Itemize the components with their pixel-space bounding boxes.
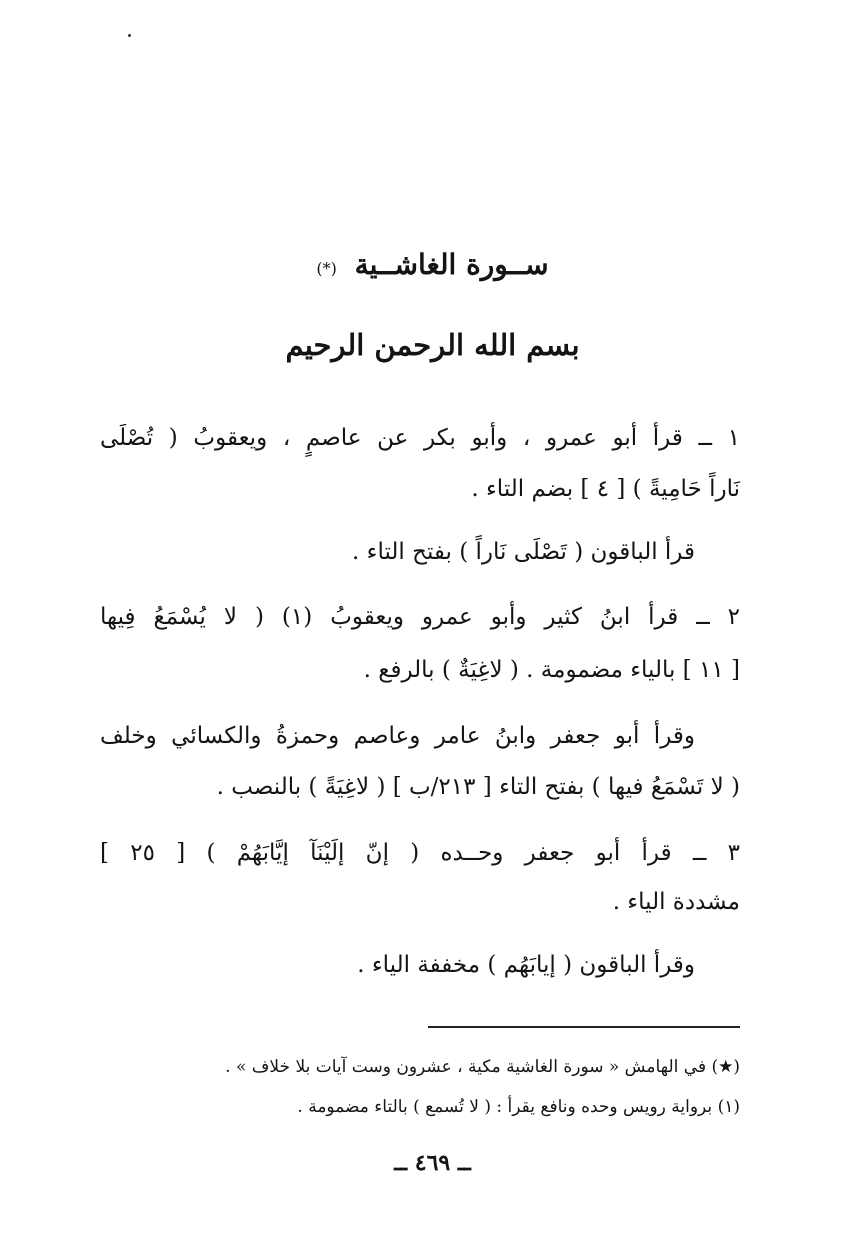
paragraph-1-line-2: نَاراً حَامِيةً ) [ ٤ ] بضم التاء . [471,476,740,502]
footnote-1 [100,1056,740,1078]
basmala: بسم الله الرحمن الرحيم [285,328,580,362]
surah-title [0,248,865,281]
surah-title-text: ســورة الغاشــية [354,248,549,281]
paragraph-1-line-1: ١ ــ قرأ أبو عمرو ، وأبو بكر عن عاصمٍ ، ويعقوبُ ( تُصْلَى [100,425,740,451]
footnote-1-text: في الهامش « سورة الغاشية مكية ، عشرون وست آيات بلا خلاف » . [225,1057,707,1077]
surah-note-mark: (*) [316,259,337,278]
page-number: ــ ٤٦٩ ــ [394,1150,471,1176]
footnote-separator [428,1026,740,1028]
footnote-2-text: برواية رويس وحده ونافع يقرأ : ( لا تُسمع ) بالتاء مضمومة . [297,1097,713,1117]
paragraph-6-line-1: وقرأ الباقون ( إيابَهُم ) مخففة الياء . [357,952,695,978]
paragraph-5-line-2: مشددة الياء . [612,889,740,915]
paragraph-3-line-2: [ ١١ ] بالياء مضمومة . ( لاغِيَةٌ ) بالرفع . [363,657,740,683]
scan-speck [128,34,131,37]
footnote-1-marker: (★) [711,1057,740,1077]
paragraph-5-line-1: ٣ ــ قرأ أبو جعفر وحــده ( إنّ إلَيْنَآ إيَّابَهُمْ ) [ ٢٥ ] [100,840,740,866]
paragraph-4-line-2: ( لا تَسْمَعُ فيها ) بفتح التاء [ ٢١٣/ب ] ( لاغِيَةً ) بالنصب . [216,774,740,800]
paragraph-3-line-1: ٢ ــ قرأ ابنُ كثير وأبو عمرو ويعقوبُ (١) ( لا يُسْمَعُ فِيها [100,604,740,630]
footnote-2 [100,1096,740,1118]
paragraph-2-line-1: قرأ الباقون ( تَصْلَى نَاراً ) بفتح التاء . [352,539,695,565]
paragraph-4-line-1: وقرأ أبو جعفر وابنُ عامر وعاصم وحمزةُ والكسائي وخلف [100,723,695,749]
footnote-2-marker: (١) [717,1097,740,1117]
